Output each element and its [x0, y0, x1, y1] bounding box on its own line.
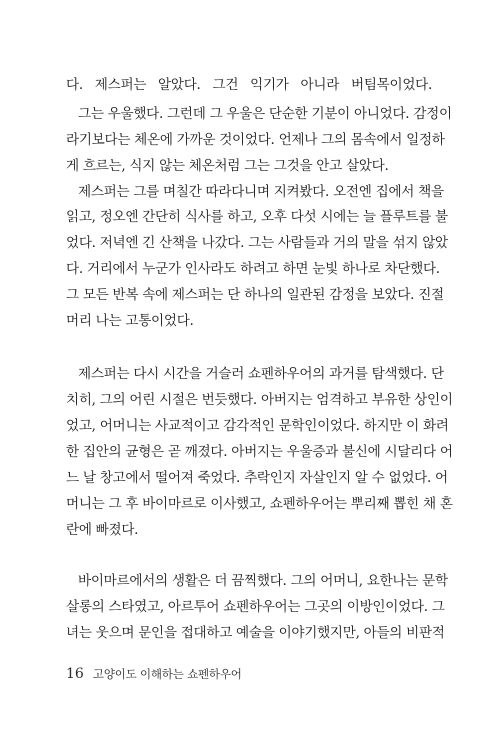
- body-line-3: 라기보다는 체온에 가까운 것이었다. 언제나 그의 몸속에서 일정하: [66, 132, 445, 148]
- body-line-10: 머리 나는 고통이었다.: [66, 313, 194, 329]
- body-line-17: 란에 빠졌다.: [66, 522, 139, 538]
- body-line-9: 그 모든 반복 속에 제스퍼는 단 하나의 일관된 감정을 보았다. 진절: [66, 287, 444, 303]
- body-line-19: 살롱의 스타였고, 아르투어 쇼펜하우어는 그곳의 이방인이었다. 그: [66, 599, 445, 615]
- body-line-12: 치히, 그의 어린 시절은 번듯했다. 아버지는 엄격하고 부유한 상인이: [66, 392, 453, 408]
- body-line-1: 다. 제스퍼는 알았다. 그건 익기가 아니라 버팀목이었다.: [66, 77, 432, 93]
- body-line-15: 느 날 창고에서 떨어져 죽었다. 추락인지 자살인지 알 수 없었다. 어: [66, 470, 448, 486]
- body-line-2: 그는 우울했다. 그런데 그 우울은 단순한 기분이 아니었다. 감정이: [78, 106, 452, 122]
- body-line-13: 었고, 어머니는 사교적이고 감각적인 문학인이었다. 하지만 이 화려: [66, 418, 449, 434]
- body-line-11: 제스퍼는 다시 시간을 거슬러 쇼펜하우어의 과거를 탐색했다. 단: [78, 366, 444, 382]
- body-line-20: 녀는 웃으며 문인을 접대하고 예술을 이야기했지만, 아들의 비판적: [66, 625, 445, 641]
- body-line-8: 다. 거리에서 누군가 인사라도 하려고 하면 눈빛 하나로 차단했다.: [66, 261, 440, 277]
- running-book-title: 고양이도 이해하는 쇼펜하우어: [92, 667, 242, 681]
- body-line-16: 머니는 그 후 바이마르로 이사했고, 쇼펜하우어는 뿌리째 뽑힌 채 혼: [66, 496, 453, 512]
- page-footer: [66, 663, 242, 683]
- body-line-7: 었다. 저녁엔 긴 산책을 나갔다. 그는 사람들과 거의 말을 섞지 않았: [66, 235, 448, 251]
- body-line-14: 한 집안의 균형은 곧 깨졌다. 아버지는 우울증과 불신에 시달리다 어: [66, 444, 453, 460]
- body-line-6: 읽고, 정오엔 간단히 식사를 하고, 오후 다섯 시에는 늘 플루트를 불: [66, 209, 448, 225]
- page-number: 16: [66, 666, 84, 682]
- body-line-5: 제스퍼는 그를 며칠간 따라다니며 지켜봤다. 오전엔 집에서 책을: [78, 184, 444, 200]
- body-line-18: 바이마르에서의 생활은 더 끔찍했다. 그의 어머니, 요한나는 문학: [78, 573, 448, 589]
- body-line-4: 게 흐르는, 식지 않는 체온처럼 그는 그것을 안고 살았다.: [66, 158, 389, 174]
